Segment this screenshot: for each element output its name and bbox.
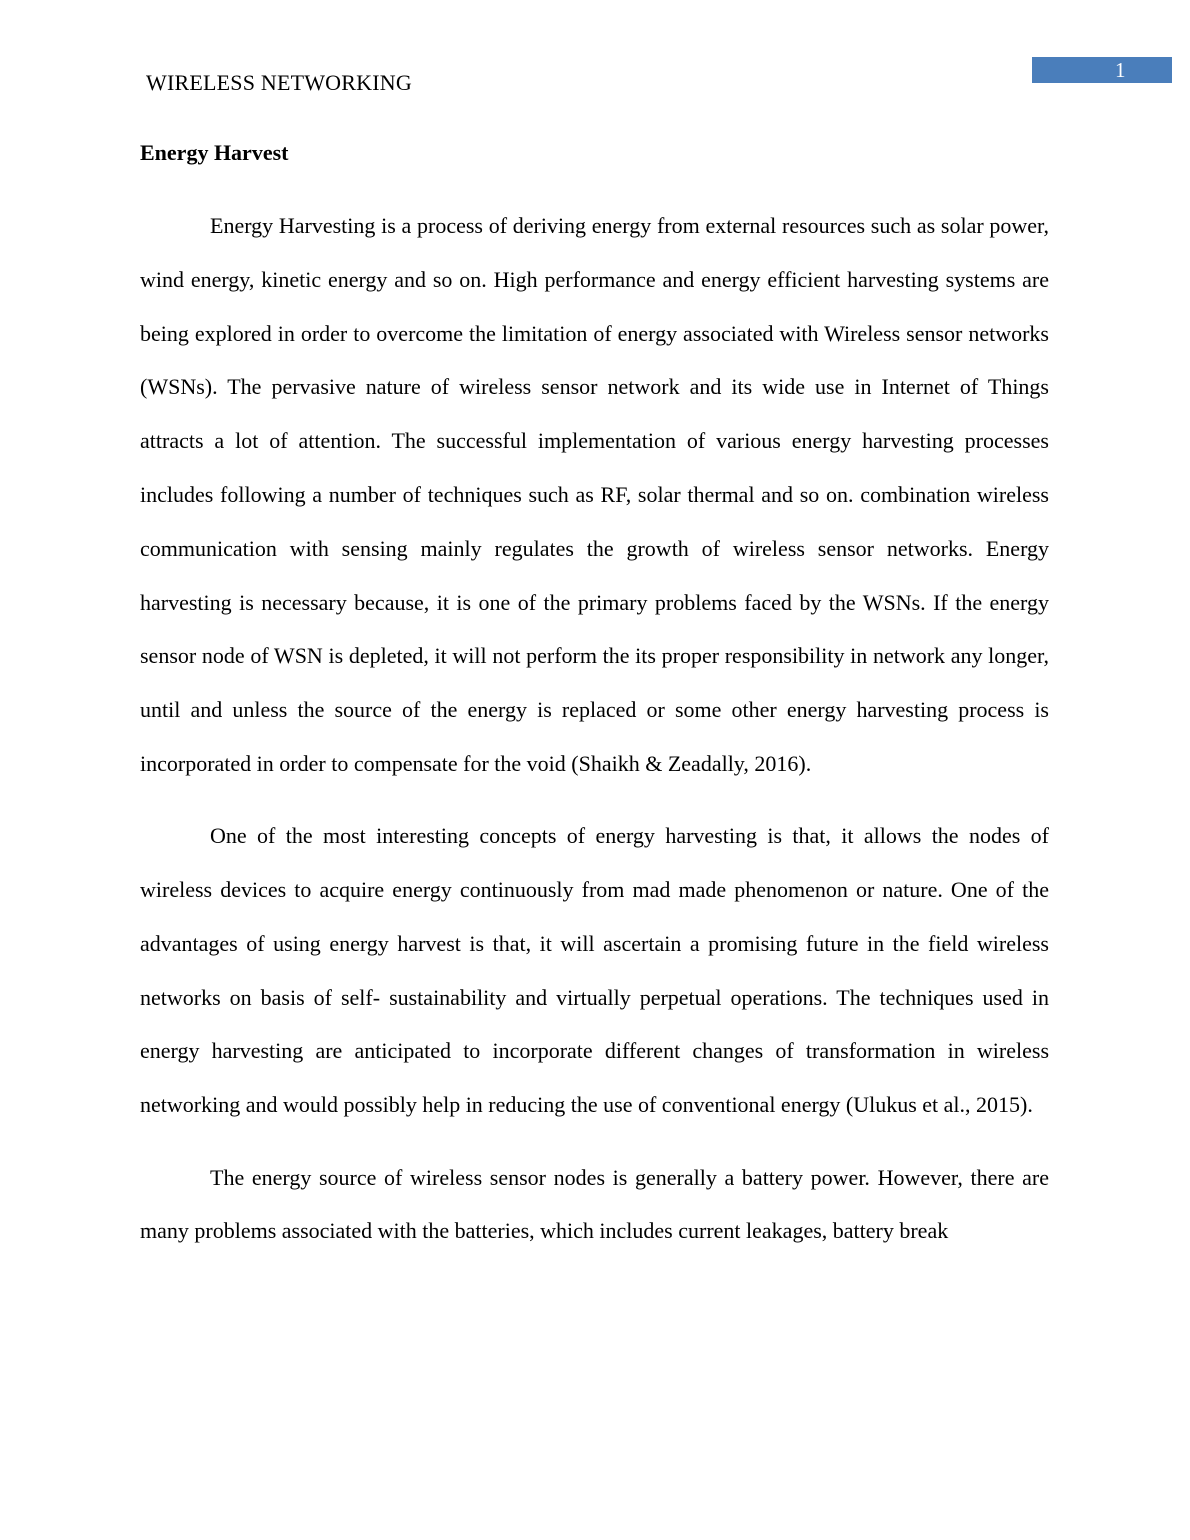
running-head: WIRELESS NETWORKING: [146, 70, 412, 95]
paragraph-1: Energy Harvesting is a process of deriving energy from external resources such as solar power, wind energy, kinetic energy and so on. High performance and energy efficient harvesting systems are being explored in order to overcome the limitation of energy associated with Wireless sensor networks (WSNs). The pervasive nature of wireless sensor network and its wide use in Internet of Things attracts a lot of attention. The successful implementation of various energy harvesting processes includes following a number of techniques such as RF, solar thermal and so on. combination wireless communication with sensing mainly regulates the growth of wireless sensor networks. Energy harvesting is necessary because, it is one of the primary problems faced by the WSNs. If the energy sensor node of WSN is depleted, it will not perform the its proper responsibility in network any longer, until and unless the source of the energy is replaced or some other energy harvesting process is incorporated in order to compensate for the void (Shaikh & Zeadally, 2016).: [140, 213, 1049, 776]
section-heading: Energy Harvest: [140, 140, 289, 165]
page-number-bar: [1032, 57, 1172, 83]
page-number: 1: [1115, 58, 1126, 82]
paragraph-2: One of the most interesting concepts of energy harvesting is that, it allows the nodes of wireless devices to acquire energy continuously from mad made phenomenon or nature. One of the advantages of using energy harvest is that, it will ascertain a promising future in the field wireless networks on basis of self- sustainability and virtually perpetual operations. The techniques used in energy harvesting are anticipated to incorporate different changes of transformation in wireless networking and would possibly help in reducing the use of conventional energy (Ulukus et al., 2015).: [140, 823, 1049, 1118]
paragraph-3: The energy source of wireless sensor nodes is generally a battery power. However, there are many problems associated with the batteries, which includes current leakages, battery break: [140, 1164, 1049, 1244]
document-body: [140, 136, 1049, 1258]
